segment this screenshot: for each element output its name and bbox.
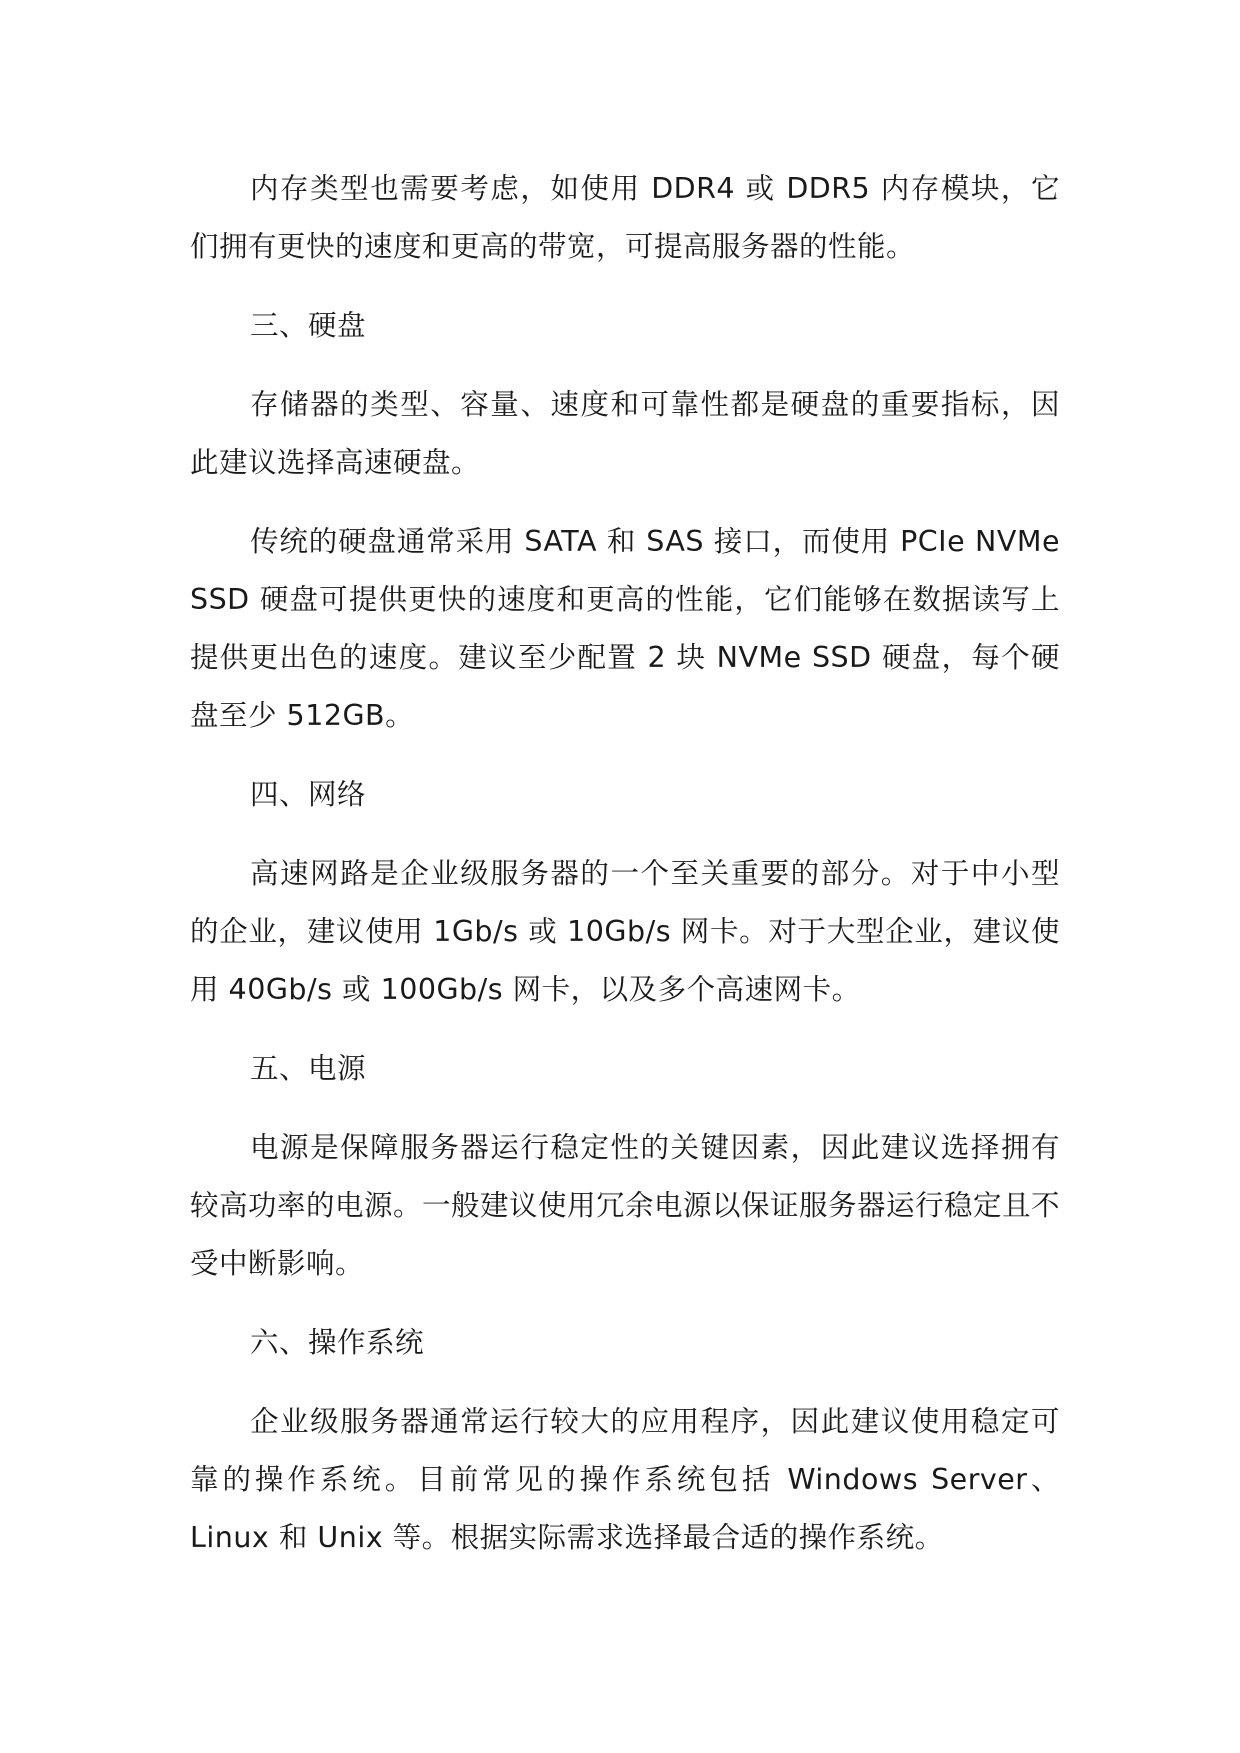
paragraph-disk-metrics: 存储器的类型、容量、速度和可靠性都是硬盘的重要指标，因此建议选择高速硬盘。 [190, 388, 1060, 479]
section-heading-os: 六、操作系统 [250, 1326, 425, 1359]
paragraph-disk-interfaces: 传统的硬盘通常采用 SATA 和 SAS 接口，而使用 PCIe NVMe SSD 硬盘可提供更快的速度和更高的性能，它们能够在数据读写上提供更出色的速度。建议至少配置 2 块 NVMe SSD 硬盘，每个硬盘至少 512GB。 [190, 525, 1060, 732]
paragraph-os: 企业级服务器通常运行较大的应用程序，因此建议使用稳定可靠的操作系统。目前常见的操作系统包括 Windows Server、Linux 和 Unix 等。根据实际需求选择最合适的操作系统。 [190, 1405, 1060, 1554]
section-heading-power: 五、电源 [250, 1052, 367, 1085]
document-body [190, 160, 1060, 1588]
paragraph-power: 电源是保障服务器运行稳定性的关键因素，因此建议选择拥有较高功率的电源。一般建议使用冗余电源以保证服务器运行稳定且不受中断影响。 [190, 1131, 1061, 1280]
section-heading-disk: 三、硬盘 [250, 309, 367, 342]
paragraph-memory-type: 内存类型也需要考虑，如使用 DDR4 或 DDR5 内存模块，它们拥有更快的速度和更高的带宽，可提高服务器的性能。 [190, 172, 1060, 263]
section-heading-network: 四、网络 [250, 778, 367, 811]
paragraph-network: 高速网路是企业级服务器的一个至关重要的部分。对于中小型的企业，建议使用 1Gb/s 或 10Gb/s 网卡。对于大型企业，建议使用 40Gb/s 或 100Gb/s 网卡，以及多个高速网卡。 [190, 857, 1060, 1006]
